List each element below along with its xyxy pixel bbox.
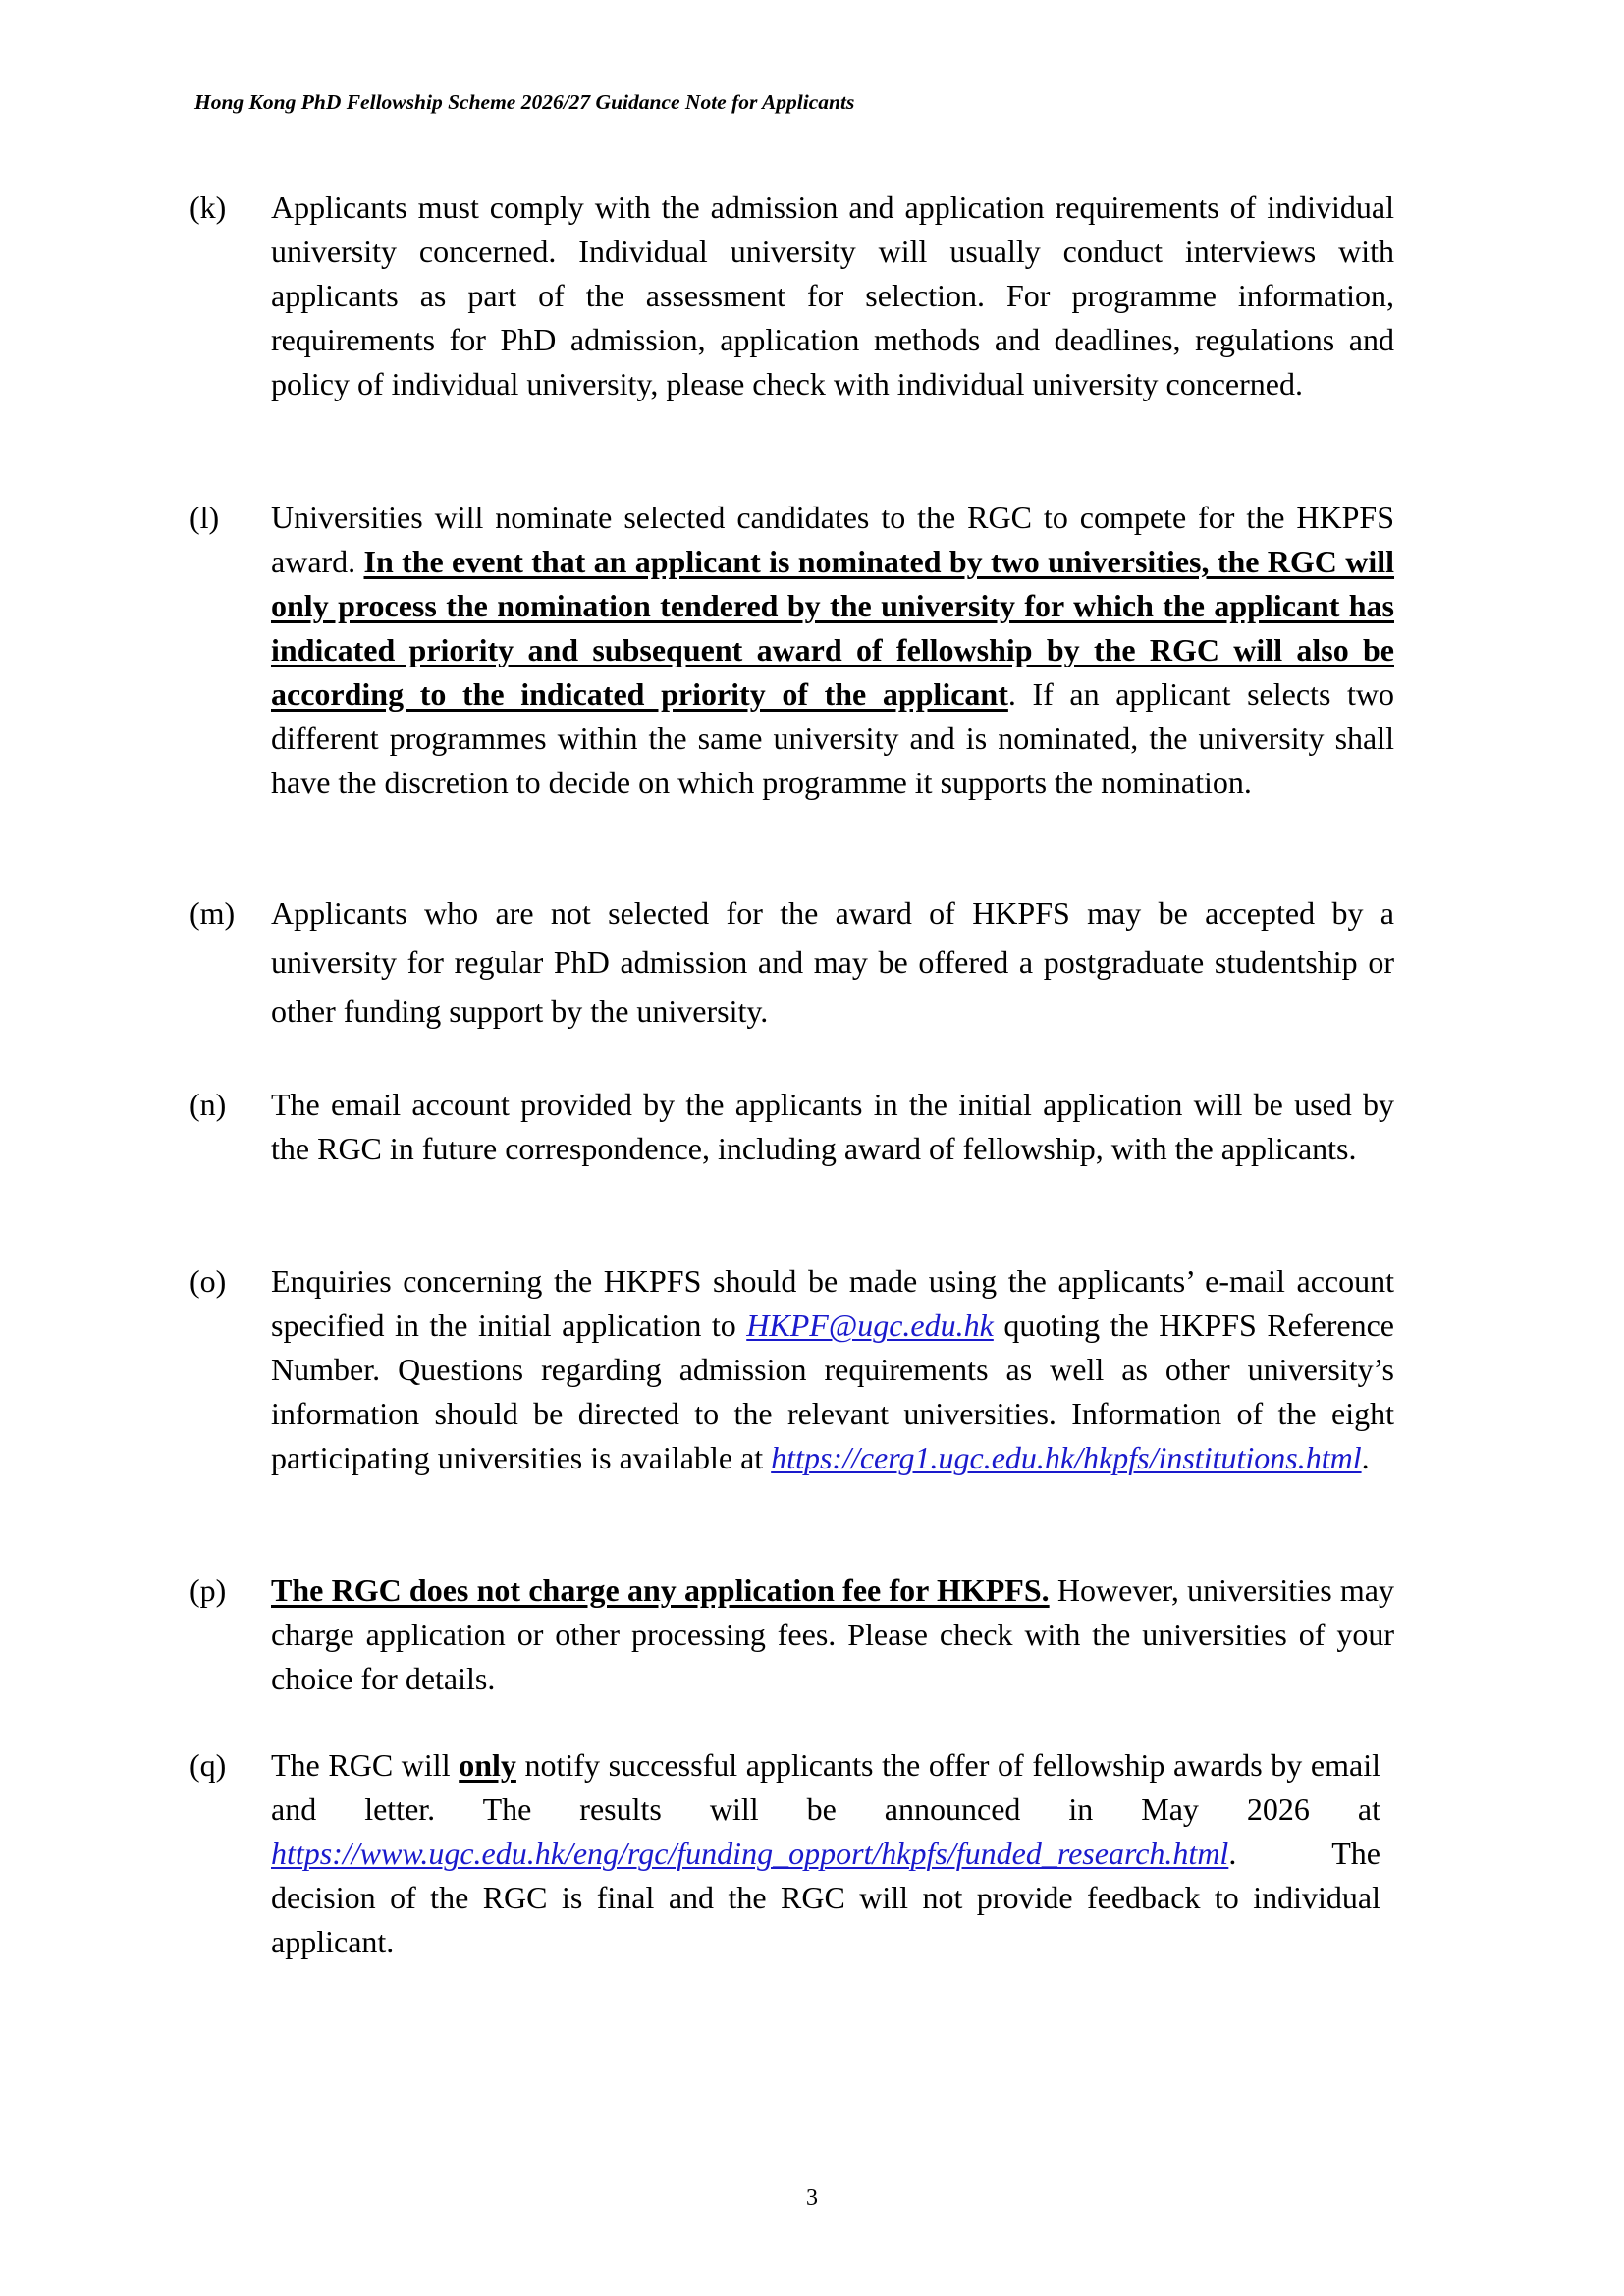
paragraph-text: Applicants must comply with the admission and application requirements of individual university concerned. Individual university will usually conduct interviews with applicants as part of the assessment for selection. For programme information, requirements for PhD admission, application methods and deadlines, regulations and policy of individual university, please check with individual university concerned. bbox=[271, 189, 1394, 401]
paragraph-body bbox=[271, 888, 1394, 1036]
paragraph-text: Applicants who are not selected for the award of HKPFS may be accepted by a university for regular PhD admission and may be offered a postgraduate studentship or other funding support by the university. bbox=[271, 895, 1394, 1029]
item-label: (n) bbox=[189, 1087, 227, 1122]
paragraph-p bbox=[189, 1569, 1394, 1701]
paragraph-body bbox=[271, 1083, 1394, 1171]
paragraph-body bbox=[271, 1259, 1394, 1480]
paragraph-text: . bbox=[1361, 1440, 1370, 1475]
paragraph-q bbox=[189, 1743, 1394, 1964]
item-label: (q) bbox=[189, 1747, 227, 1783]
email-link[interactable]: HKPF@ugc.edu.hk bbox=[746, 1308, 994, 1343]
item-label: (k) bbox=[189, 189, 227, 225]
paragraph-text: . If an applicant selects two different programmes within the same university and is nominated, the university shall have the discretion to decide on which programme it supports the nomination. bbox=[271, 676, 1395, 800]
item-label: (p) bbox=[189, 1573, 227, 1608]
paragraph-text: . The decision of the RGC is final and the RGC will not provide feedback to individual applicant. bbox=[271, 1836, 1380, 1959]
page-number: 3 bbox=[806, 2185, 818, 2211]
running-header: Hong Kong PhD Fellowship Scheme 2026/27 Guidance Note for Applicants bbox=[194, 90, 855, 114]
paragraph-n bbox=[189, 1083, 1394, 1171]
paragraph-body bbox=[271, 1743, 1380, 1964]
paragraph-o bbox=[189, 1259, 1394, 1480]
paragraph-text: quoting the HKPFS Reference Number. Questions regarding admission requirements as well as other university’s information should be directed to the relevant universities. Information of the eight participating universities is available at bbox=[271, 1308, 1395, 1475]
emphasized-text: In the event that an applicant is nominated by two universities, the RGC will only process the nomination tendered by the university for which the applicant has indicated priority and subsequent award of fellowship by the RGC will also be according to the indicated priority of the applicant bbox=[271, 544, 1395, 712]
paragraph-text: The email account provided by the applicants in the initial application will be used by the RGC in future correspondence, including award of fellowship, with the applicants. bbox=[271, 1087, 1394, 1166]
item-label: (o) bbox=[189, 1263, 227, 1299]
institutions-link[interactable]: https://cerg1.ugc.edu.hk/hkpfs/institutions.html bbox=[771, 1440, 1362, 1475]
paragraph-k bbox=[189, 186, 1394, 406]
item-label: (m) bbox=[189, 895, 236, 931]
paragraph-l bbox=[189, 496, 1394, 805]
item-label: (l) bbox=[189, 500, 220, 535]
paragraph-m bbox=[189, 888, 1394, 1036]
paragraph-text: Enquiries concerning the HKPFS should be made using the applicants’ e-mail account specified in the initial application to bbox=[271, 1263, 1394, 1343]
paragraph-body bbox=[271, 496, 1394, 805]
results-link[interactable]: https://www.ugc.edu.hk/eng/rgc/funding_opport/hkpfs/funded_research.html bbox=[271, 1836, 1229, 1871]
emphasized-text: The RGC does not charge any application fee for HKPFS. bbox=[271, 1573, 1050, 1608]
paragraph-text: Universities will nominate selected candidates to the RGC to compete for the HKPFS award. bbox=[271, 500, 1394, 579]
paragraph-body bbox=[271, 1569, 1394, 1701]
emphasized-text: only bbox=[459, 1747, 516, 1783]
paragraph-text: However, universities may charge application or other processing fees. Please check with the universities of your choice for details. bbox=[271, 1573, 1395, 1696]
paragraph-body bbox=[271, 186, 1394, 406]
paragraph-text: The RGC will bbox=[271, 1747, 460, 1783]
paragraph-text: notify successful applicants the offer of fellowship awards by email and letter. The results will be announced in May 2026 at bbox=[271, 1747, 1381, 1827]
